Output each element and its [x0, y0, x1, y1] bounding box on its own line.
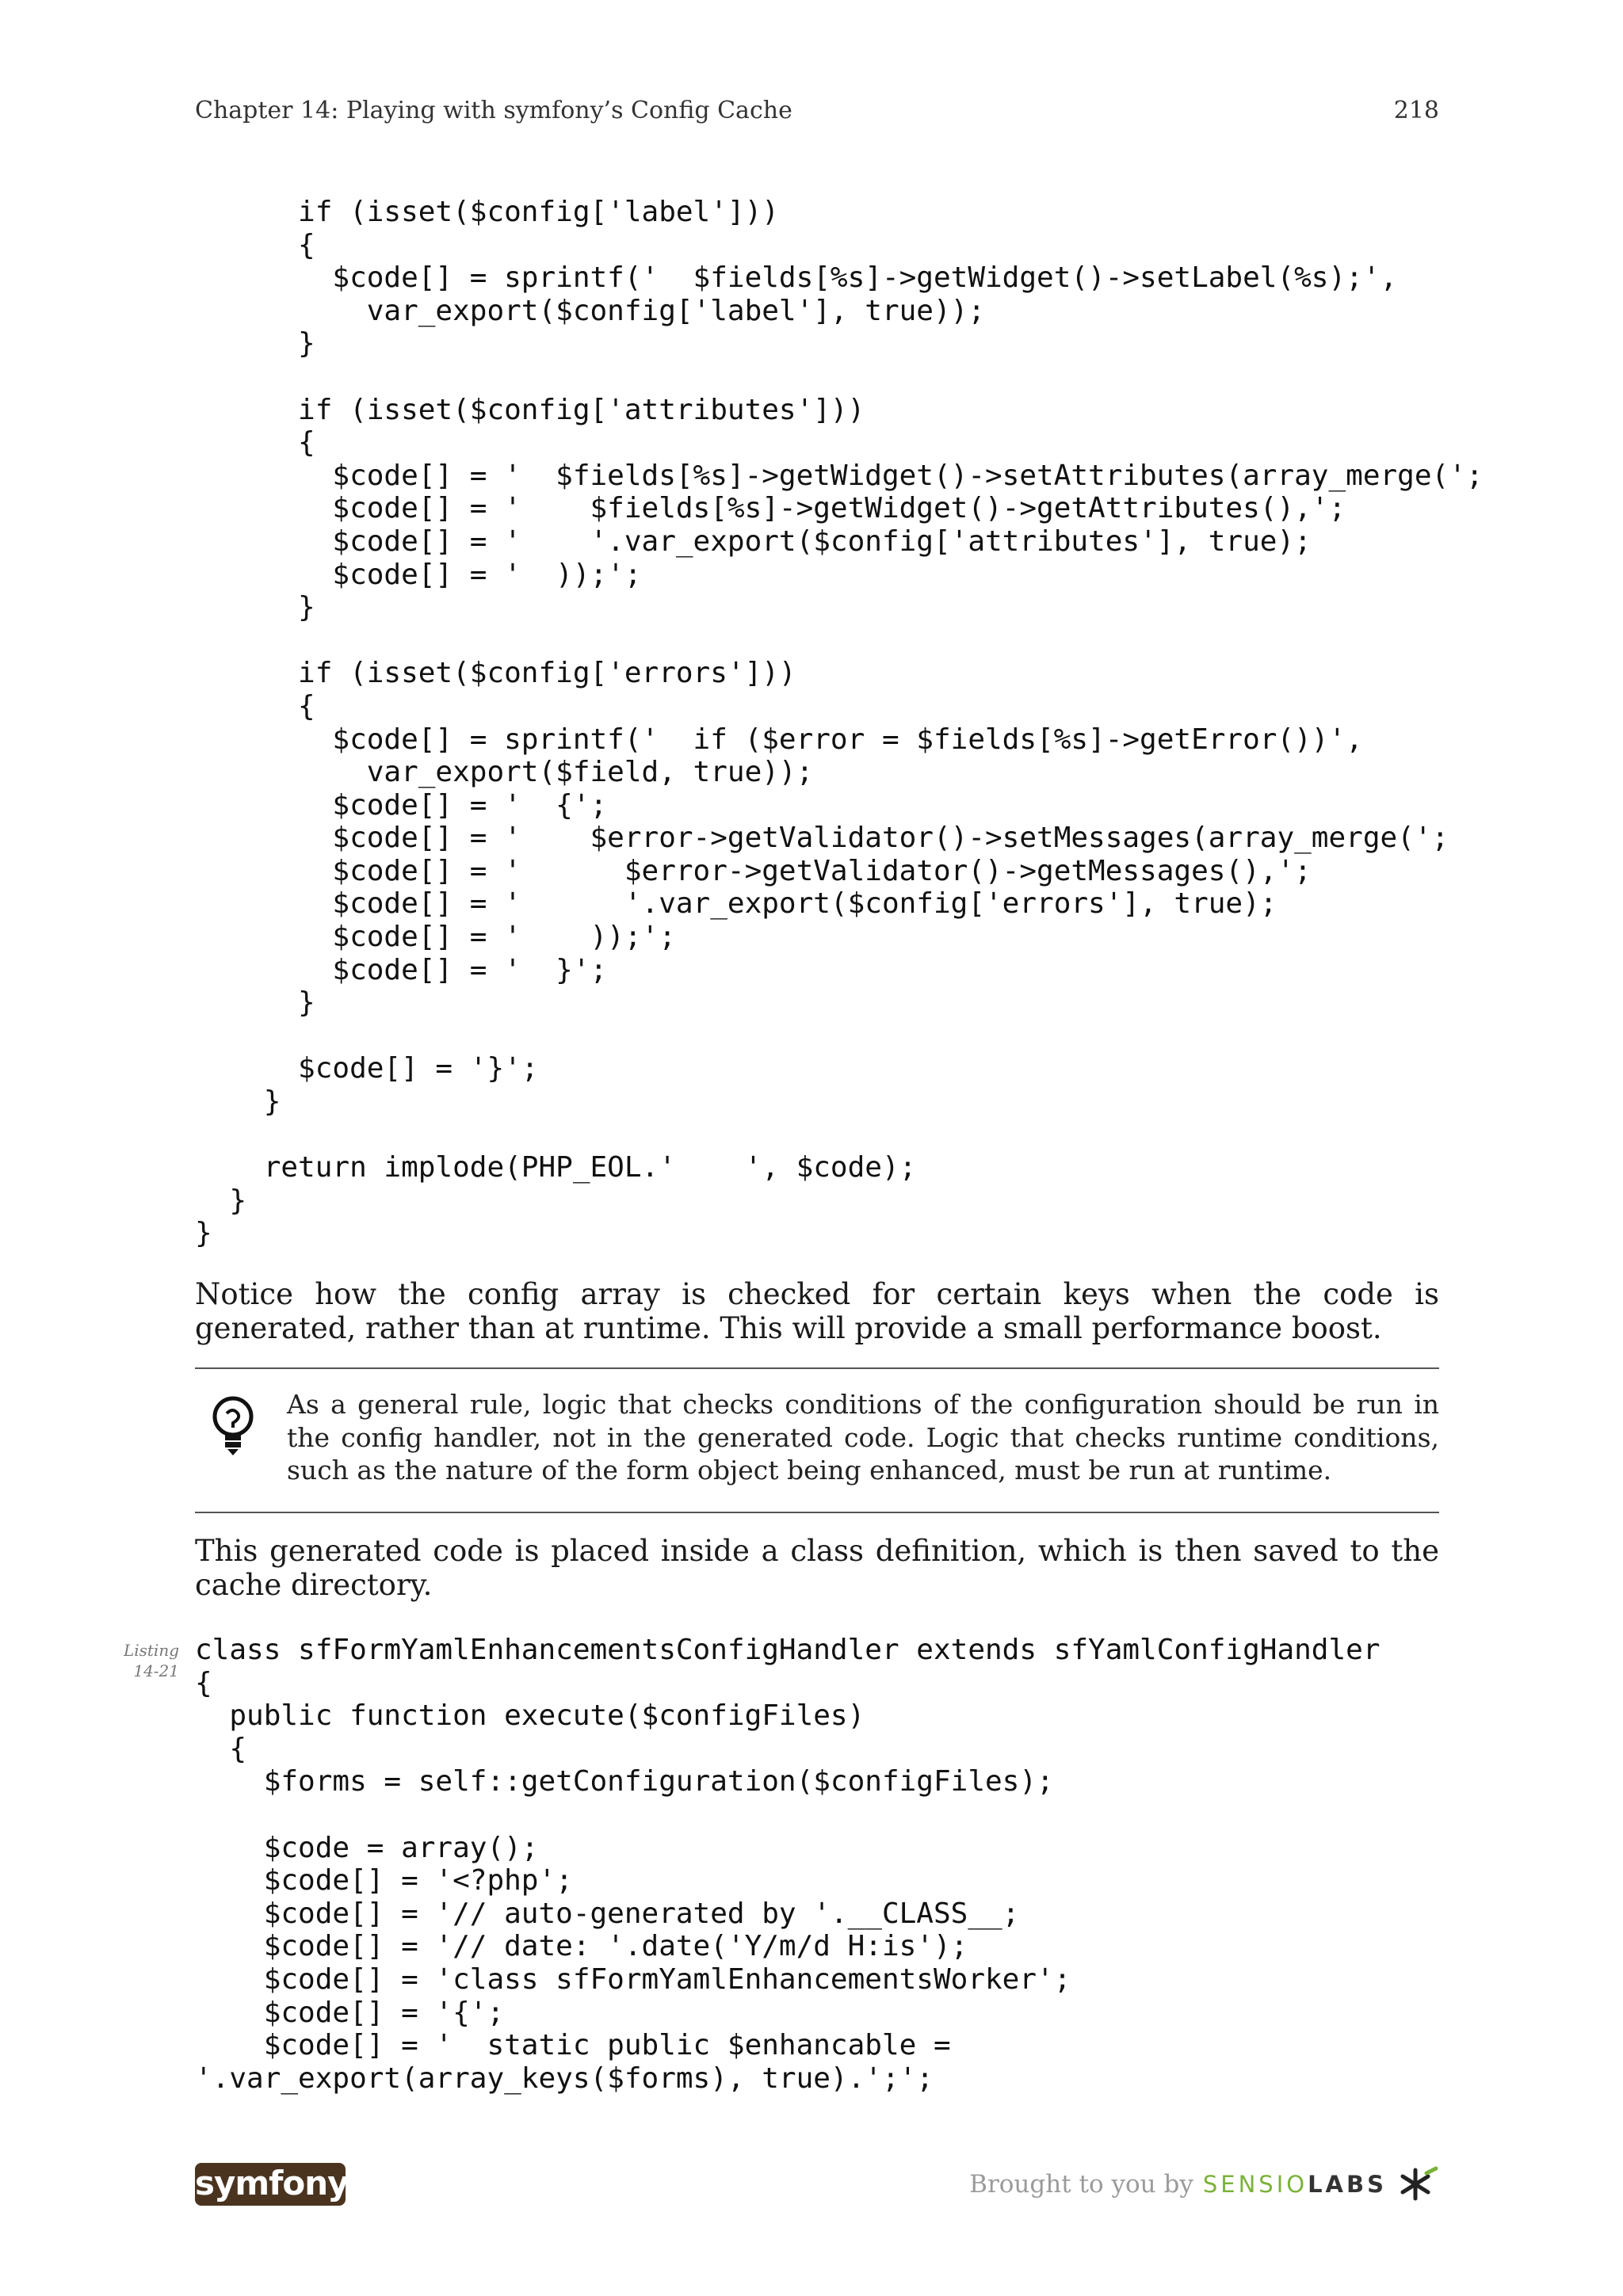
brand-part-sensio: SENSIO: [1202, 2171, 1308, 2198]
sensiolabs-star-icon: [1396, 2165, 1439, 2203]
code-block-continued: if (isset($config['label'])) { $code[] = sprintf(' $fields[%s]->getWidget()->setLabel(%s);', var_export($config['label'], true)); } if (isset($config['attributes'])) { $code[] = ' $fields[%s]->getWidget()->setAttributes(array_merge('; $code[] = ' $fields[%s]->getWidget()->getAttributes(),'; $code[] = ' '.var_export($config['attributes'], true); $code[] = ' ));'; } if (isset($config['errors'])) { $code[] = sprintf(' if ($error = $fields[%s]->getError())', var_export($field, true)); $code[] = ' {'; $code[] = ' $error->getValidator()->setMessages(array_merge('; $code[] = ' $error->getValidator()->getMessages(),'; $code[] = ' '.var_export($config['errors'], true); $code[] = ' ));'; $code[] = ' }'; } $code[] = '}'; } return implode(PHP_EOL.' ', $code); } }: [195, 196, 1484, 1250]
chapter-title: Chapter 14: Playing with symfony’s Config Cache: [195, 97, 792, 124]
lightbulb-icon: [209, 1394, 257, 1458]
listing-word: Listing: [123, 1641, 179, 1660]
paragraph-performance: Notice how the config array is checked for certain keys when the code is generated, rather than at runtime. This will provide a small performance boost.: [195, 1277, 1439, 1345]
page-number: 218: [1393, 97, 1439, 124]
sensiolabs-wordmark: [1203, 2171, 1387, 2198]
listing-number: 14-21: [133, 1661, 179, 1680]
code-listing-14-21: class sfFormYamlEnhancementsConfigHandler extends sfYamlConfigHandler { public function execute($configFiles) { $forms = self::getConfiguration($configFiles); $code = array(); $code[] = '<?php'; $code[] = '// auto-generated by '.__CLASS__; $code[] = '// date: '.date('Y/m/d H:is'); $code[] = 'class sfFormYamlEnhancementsWorker'; $code[] = '{'; $code[] = ' static public $enhancable = '.var_export(array_keys($forms), true).';';: [195, 1634, 1381, 2095]
brand-part-labs: LABS: [1308, 2171, 1387, 2198]
tip-box: [195, 1367, 1439, 1513]
symfony-logo: symfony: [195, 2163, 346, 2206]
footer-credit: [969, 2163, 1439, 2206]
credit-text: Brought to you by: [969, 2170, 1193, 2199]
tip-text: As a general rule, logic that checks conditions of the configuration should be run in the config handler, not in the generated code. Logic that checks runtime conditions, such as the nature of the form object being enhanced, must be run at runtime.: [287, 1389, 1439, 1486]
paragraph-class-definition: This generated code is placed inside a class definition, which is then saved to the cache directory.: [195, 1534, 1439, 1602]
listing-label: [111, 1640, 179, 1681]
